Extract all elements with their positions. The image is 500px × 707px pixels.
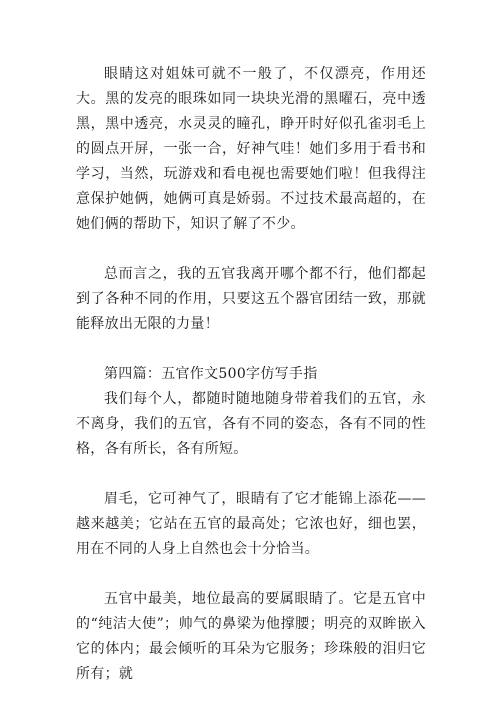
chapter-4-title: 第四篇：五官作文500字仿写手指 [104,366,318,382]
paragraph-eyes: 眼睛这对姐妹可就不一般了，不仅漂亮，作用还大。黑的发亮的眼珠如同一块块光滑的黑曜石，亮中透黑，黑中透亮，水灵灵的瞳孔，睁开时好似孔雀羽毛上的圆点开屏，一张一合，好神气哇！她们多用于看书和学习，当然，玩游戏和看电视也需要她们啦！但我得注意保护她俩，她俩可真是娇弱。不过技术最高超的，在她们俩的帮助下，知识了解了不少。 [76,66,426,232]
paragraph-gap [76,337,426,362]
paragraph-gap [76,562,426,587]
paragraph-chapter4-intro: 我们每个人，都随时随地随身带着我们的五官，永不离身，我们的五官，各有不同的姿态，各有不同的性格，各有所长，各有所短。 [76,391,426,457]
paragraph-gap [76,462,426,487]
paragraph-eyes-beauty: 五官中最美，地位最高的要属眼睛了。它是五官中的“纯洁大使”；帅气的鼻梁为他撑腰；明亮的双眸嵌入它的体内；最会倾听的耳朵为它服务；珍珠般的泪归它所有；就 [76,591,426,682]
document-body [76,62,426,687]
paragraph-eyebrows: 眉毛，它可神气了，眼睛有了它才能锦上添花——越来越美；它站在五官的最高处；它浓也好，细也罢，用在不同的人身上自然也会十分恰当。 [76,491,426,557]
paragraph-conclusion: 总而言之，我的五官我离开哪个都不行，他们都起到了各种不同的作用，只要这五个器官团结一致，那就能释放出无限的力量！ [76,266,426,332]
paragraph-gap [76,237,426,262]
